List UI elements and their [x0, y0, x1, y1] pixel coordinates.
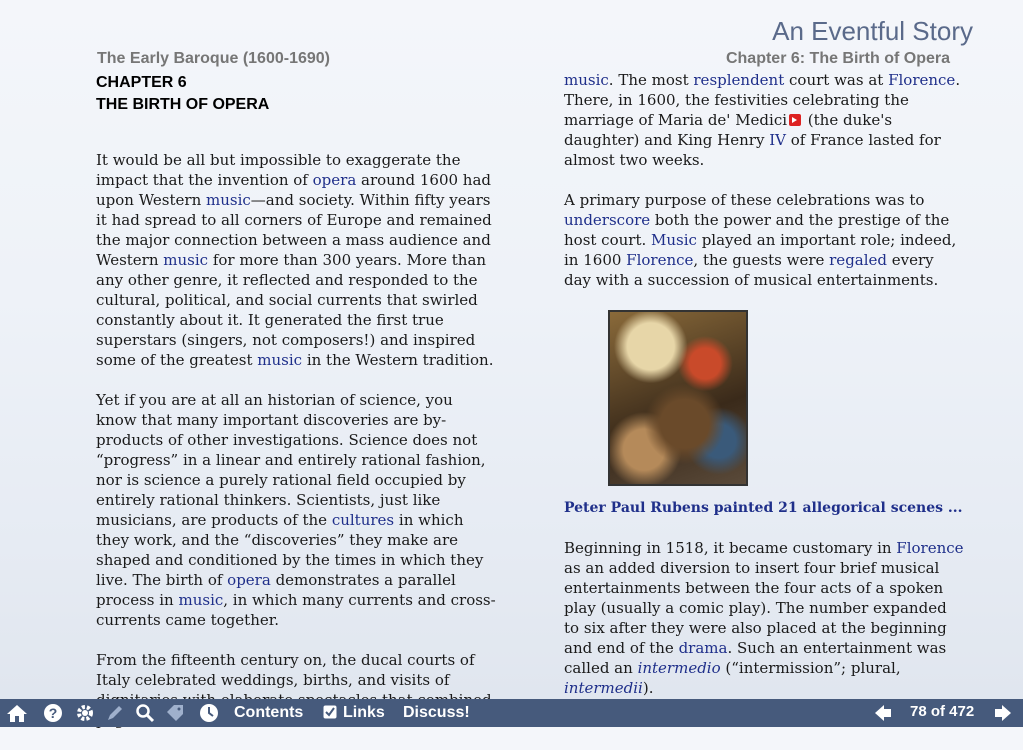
clock-icon[interactable] — [198, 702, 220, 724]
search-icon[interactable] — [134, 702, 156, 724]
glossary-link[interactable]: Music — [651, 231, 697, 249]
paragraph: A primary purpose of these celebrations was to underscore both the power and the prestige of the host court. Music played an important role; indeed, in 1600 Florence, the guests were regaled every day with a succession of musical entertainments. — [564, 191, 957, 289]
chapter-header: Chapter 6: The Birth of Opera — [725, 50, 950, 67]
glossary-link[interactable]: Florence — [626, 251, 694, 269]
rubens-painting-image[interactable] — [608, 310, 748, 486]
audio-play-icon[interactable] — [789, 114, 801, 126]
paragraph: music. The most resplendent court was at Florence. There, in 1600, the festivities celebrating the marriage of Maria de' Medici (the duke's daughter) and King Henry IV of France lasted for almost two weeks. — [564, 71, 961, 169]
chapter-number: CHAPTER 6 — [96, 74, 187, 91]
glossary-link[interactable]: IV — [769, 131, 786, 149]
glossary-link[interactable]: music — [163, 251, 209, 269]
glossary-link[interactable]: opera — [227, 571, 271, 589]
pencil-icon[interactable] — [104, 702, 126, 724]
paragraph: Beginning in 1518, it became customary in Florence as an added diversion to insert four brief musical entertainments between the four acts of a spoken play (usually a comic play). The number expanded to six after they were also placed at the beginning and end of the drama. Such an entertainment was called an intermedio (“intermission”; plural, intermedii). — [564, 539, 964, 697]
glossary-link[interactable]: opera — [312, 171, 357, 189]
glossary-link[interactable]: Florence — [888, 71, 956, 89]
next-page-arrow-icon[interactable] — [992, 702, 1014, 724]
glossary-link[interactable]: music — [178, 591, 224, 609]
home-icon[interactable] — [6, 702, 28, 724]
links-toggle[interactable]: Links — [343, 704, 385, 721]
image-caption[interactable]: Peter Paul Rubens painted 21 allegorical scenes ... — [564, 500, 963, 516]
svg-text:?: ? — [48, 705, 58, 721]
book-title: An Eventful Story — [772, 16, 973, 46]
paragraph: From the fifteenth century on, the ducal courts of Italy celebrated weddings, births, and visits of — [96, 651, 475, 689]
previous-page-arrow-icon[interactable] — [872, 702, 894, 724]
bookmark-tag-icon[interactable] — [164, 702, 186, 724]
section-header: The Early Baroque (1600-1690) — [97, 50, 330, 67]
help-icon[interactable] — [42, 702, 64, 724]
glossary-link[interactable]: underscore — [564, 211, 651, 229]
paragraph: Yet if you are at all an historian of science, you know that many important discoveries are by-products of other investigations. Science does not “progress” in a linear and entirely rational fashion, nor is science a purely rational field occupied by entirely rational thinkers. Scientists, just like musicians, are products of the cultures in which they work, and the “discoveries” they make are shaped and conditioned by the times in which they live. The birth of opera demonstrates a parallel process in music, in which many currents and cross-currents came together. — [96, 391, 496, 629]
discuss-button[interactable]: Discuss! — [403, 704, 470, 721]
left-page-column — [96, 72, 496, 750]
glossary-link[interactable]: intermedii — [564, 679, 643, 697]
glossary-link[interactable]: intermedio — [637, 659, 721, 677]
contents-button[interactable]: Contents — [234, 704, 304, 721]
glossary-link[interactable]: music — [206, 191, 251, 209]
bottom-toolbar — [0, 699, 1023, 727]
checkbox-checked-icon[interactable] — [322, 704, 338, 720]
right-page-column — [564, 70, 964, 718]
glossary-link[interactable]: music — [564, 71, 609, 89]
paragraph: It would be all but impossible to exaggerate the impact that the invention of opera around 1600 had upon Western music—and society. Within fifty years it had spread to all corners of Europe and remained the major connection between a mass audience and Western music for more than 300 years. More than any other genre, it reflected and responded to the cultural, political, and social currents that swirled constantly about it. It generated the first true superstars (singers, not composers!) and inspired some of the greatest music in the Western tradition. — [96, 151, 494, 369]
page-indicator: 78 of 472 — [910, 703, 975, 720]
chapter-title: THE BIRTH OF OPERA — [96, 96, 270, 113]
gear-icon[interactable] — [74, 702, 96, 724]
glossary-link[interactable]: drama — [678, 639, 728, 657]
glossary-link[interactable]: resplendent — [693, 71, 785, 89]
glossary-link[interactable]: regaled — [829, 251, 888, 269]
glossary-link[interactable]: music — [257, 351, 303, 369]
glossary-link[interactable]: Florence — [896, 539, 964, 557]
glossary-link[interactable]: cultures — [331, 511, 395, 529]
